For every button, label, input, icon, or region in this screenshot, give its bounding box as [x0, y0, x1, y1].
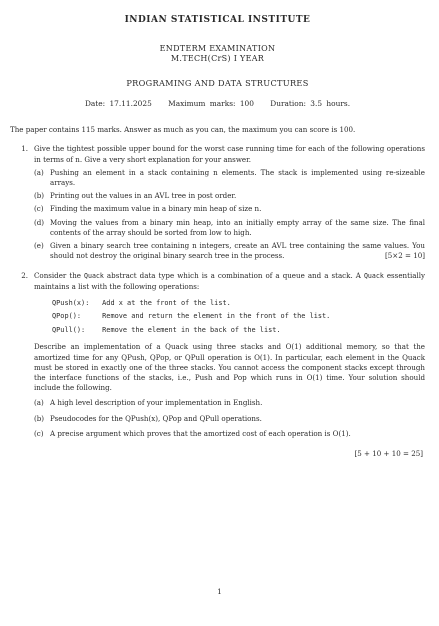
- intro-text: Consider the: [34, 271, 81, 281]
- question-number: 2.: [21, 271, 28, 281]
- q1-part-b: [34, 191, 425, 201]
- question-marks: [5×2 = 10]: [385, 251, 425, 261]
- operation-name: QPush(x):: [52, 298, 90, 307]
- operation-name: QPull():: [52, 325, 86, 334]
- page-number: 1: [217, 587, 222, 596]
- operation-item: [52, 297, 425, 311]
- exam-title: ENDTERM EXAMINATION: [159, 44, 276, 53]
- part-text: Printing out the values in an AVL tree in post order.: [50, 191, 237, 201]
- part-label: (b): [34, 191, 45, 201]
- part-label: (b): [34, 413, 45, 423]
- quack-term: Quack: [363, 272, 384, 281]
- part-label: (e): [34, 241, 44, 251]
- intro-text: essentially maintains a list with the following operations:: [34, 271, 425, 291]
- part-label: (c): [34, 428, 44, 438]
- subject-title: PROGRAMING AND DATA STRUCTURES: [126, 78, 309, 88]
- question-description: Describe an implementation of a Quack using three stacks and O(1) additional memory, so that the amortized time for any QPush, QPop, or QPull operation is O(1). In particular, each element in the Quack must be stored in exactly one of the three stacks. You cannot access the component stacks except through the interface functions of the stacks, i.e., Push and Pop which runs in O(1) time. Your solution should include the following.: [34, 342, 425, 393]
- question-2: [10, 271, 425, 459]
- q1-part-e: [34, 241, 425, 261]
- q1-part-d: [34, 218, 425, 238]
- question-intro: [34, 271, 425, 291]
- part-text: A precise argument which proves that the amortized cost of each operation is O(1).: [50, 428, 351, 438]
- part-text: Given a binary search tree containing n integers, create an AVL tree containing the same values. You should not destroy the original binary search tree in the process.: [50, 241, 425, 261]
- question-1: [10, 144, 425, 261]
- exam-date: Date: 17.11.2025: [84, 99, 152, 108]
- program-name: M.TECH(CrS) I YEAR: [170, 54, 265, 63]
- question-number: 1.: [21, 144, 28, 154]
- operation-desc: Remove and return the element in the front of the list.: [102, 312, 331, 321]
- part-text: A high level description of your implementation in English.: [50, 398, 263, 408]
- q2-part-b: [34, 414, 425, 424]
- instructions-note: The paper contains 115 marks. Answer as much as you can, the maximum you can score is 100.: [10, 125, 356, 135]
- q2-part-a: [34, 398, 425, 408]
- operations-list: [52, 297, 425, 338]
- quack-term: Quack: [84, 272, 104, 281]
- operation-item: [52, 324, 425, 338]
- part-label: (c): [34, 204, 44, 214]
- part-label: (a): [34, 398, 44, 408]
- operation-item: [52, 310, 425, 324]
- q1-part-c: [34, 204, 425, 214]
- part-text: Pushing an element in a stack containing n elements. The stack is implemented using re-sizeable arrays.: [50, 167, 425, 188]
- part-text: Moving the values from a binary min heap, into an initially empty array of the same size. The final contents of the array should be sorted from low to high.: [50, 217, 425, 237]
- institute-name: INDIAN STATISTICAL INSTITUTE: [124, 15, 311, 25]
- part-label: (a): [34, 167, 44, 177]
- part-text: Finding the maximum value in a binary min heap of size n.: [50, 204, 262, 214]
- operation-name: QPop():: [52, 312, 82, 321]
- question-stem: Give the tightest possible upper bound for the worst case running time for each of the following operations in terms of n. Give a very short explanation for your answer.: [34, 144, 425, 164]
- exam-duration: Duration: 3.5 hours.: [270, 99, 351, 108]
- operation-desc: Add x at the front of the list.: [102, 298, 231, 307]
- question-marks: [5 + 10 + 10 = 25]: [354, 448, 423, 458]
- part-label: (d): [34, 217, 45, 227]
- intro-text: abstract data type which is a combination of a queue and a stack. A: [106, 271, 361, 281]
- q2-part-c: [34, 429, 425, 439]
- part-text: Pseudocodes for the QPush(x), QPop and QPull operations.: [50, 413, 262, 423]
- exam-meta: [10, 99, 425, 109]
- max-marks: Maximum marks: 100: [168, 99, 254, 108]
- operation-desc: Remove the element in the back of the list.: [102, 325, 281, 334]
- q1-part-a: [34, 168, 425, 188]
